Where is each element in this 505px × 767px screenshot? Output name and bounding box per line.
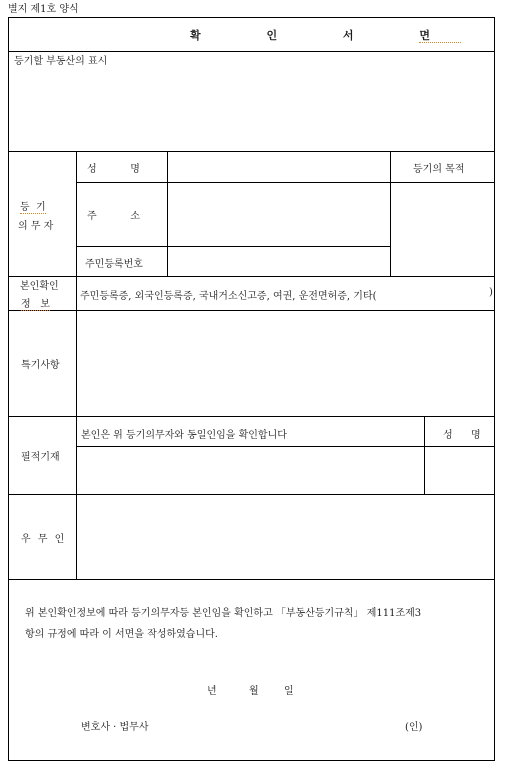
handwriting-name-label: 성 명	[443, 430, 485, 441]
form-title: 확 인 서 면	[190, 29, 462, 42]
property-label: 등기할 부동산의 표시	[14, 56, 108, 67]
obligor-label-line2: 의 무 자	[18, 221, 54, 232]
purpose-field[interactable]	[391, 183, 494, 276]
identity-other-field[interactable]	[432, 280, 488, 306]
special-notes-label: 특기사항	[21, 360, 60, 371]
rule-special-bottom	[9, 416, 494, 417]
resident-number-label: 주민등록번호	[85, 259, 143, 270]
statement-line-2: 항의 규정에 따라 이 서면을 작성하였습니다.	[25, 629, 218, 640]
handwriting-statement: 본인은 위 등기의무자와 동일인임을 확인합니다	[81, 430, 287, 441]
date-year-label: 년	[207, 686, 217, 697]
form-number-label: 별지 제1호 양식	[8, 4, 79, 15]
address-field[interactable]	[168, 183, 390, 246]
confirmation-form	[8, 17, 495, 761]
resident-number-field[interactable]	[168, 247, 390, 276]
handwriting-label: 필적기재	[21, 452, 60, 463]
address-label: 주 소	[87, 211, 146, 222]
purpose-label: 등기의 목적	[413, 164, 465, 175]
date-month-label: 월	[249, 686, 259, 697]
rule-obligor-bottom	[9, 276, 494, 277]
handwriting-signature-field[interactable]	[425, 447, 494, 494]
special-notes-field[interactable]	[77, 311, 494, 416]
property-description-field[interactable]	[9, 68, 494, 151]
identity-label-line1: 본인확인	[20, 281, 59, 292]
name-label: 성 명	[87, 164, 146, 175]
thumbprint-label: 우 무 인	[21, 534, 67, 545]
identity-label-line2: 정 보	[21, 295, 50, 311]
name-field[interactable]	[168, 152, 390, 182]
seal-label: (인)	[405, 722, 423, 733]
handwriting-field[interactable]	[77, 447, 424, 494]
identity-close-paren: )	[489, 287, 493, 298]
signer-label: 변호사 · 법무사	[81, 722, 149, 733]
rule-thumb-bottom	[9, 579, 494, 580]
thumbprint-field[interactable]	[77, 495, 494, 579]
identity-document-options: 주민등록증, 외국인등록증, 국내거소신고증, 여권, 운전면허증, 기타(	[80, 291, 377, 302]
date-day-label: 일	[284, 686, 294, 697]
statement-line-1: 위 본인확인정보에 따라 등기의무자등 본인임을 확인하고 「부동산등기규칙」 제111조제3	[25, 608, 422, 619]
obligor-label-line1: 등 기	[20, 198, 46, 214]
